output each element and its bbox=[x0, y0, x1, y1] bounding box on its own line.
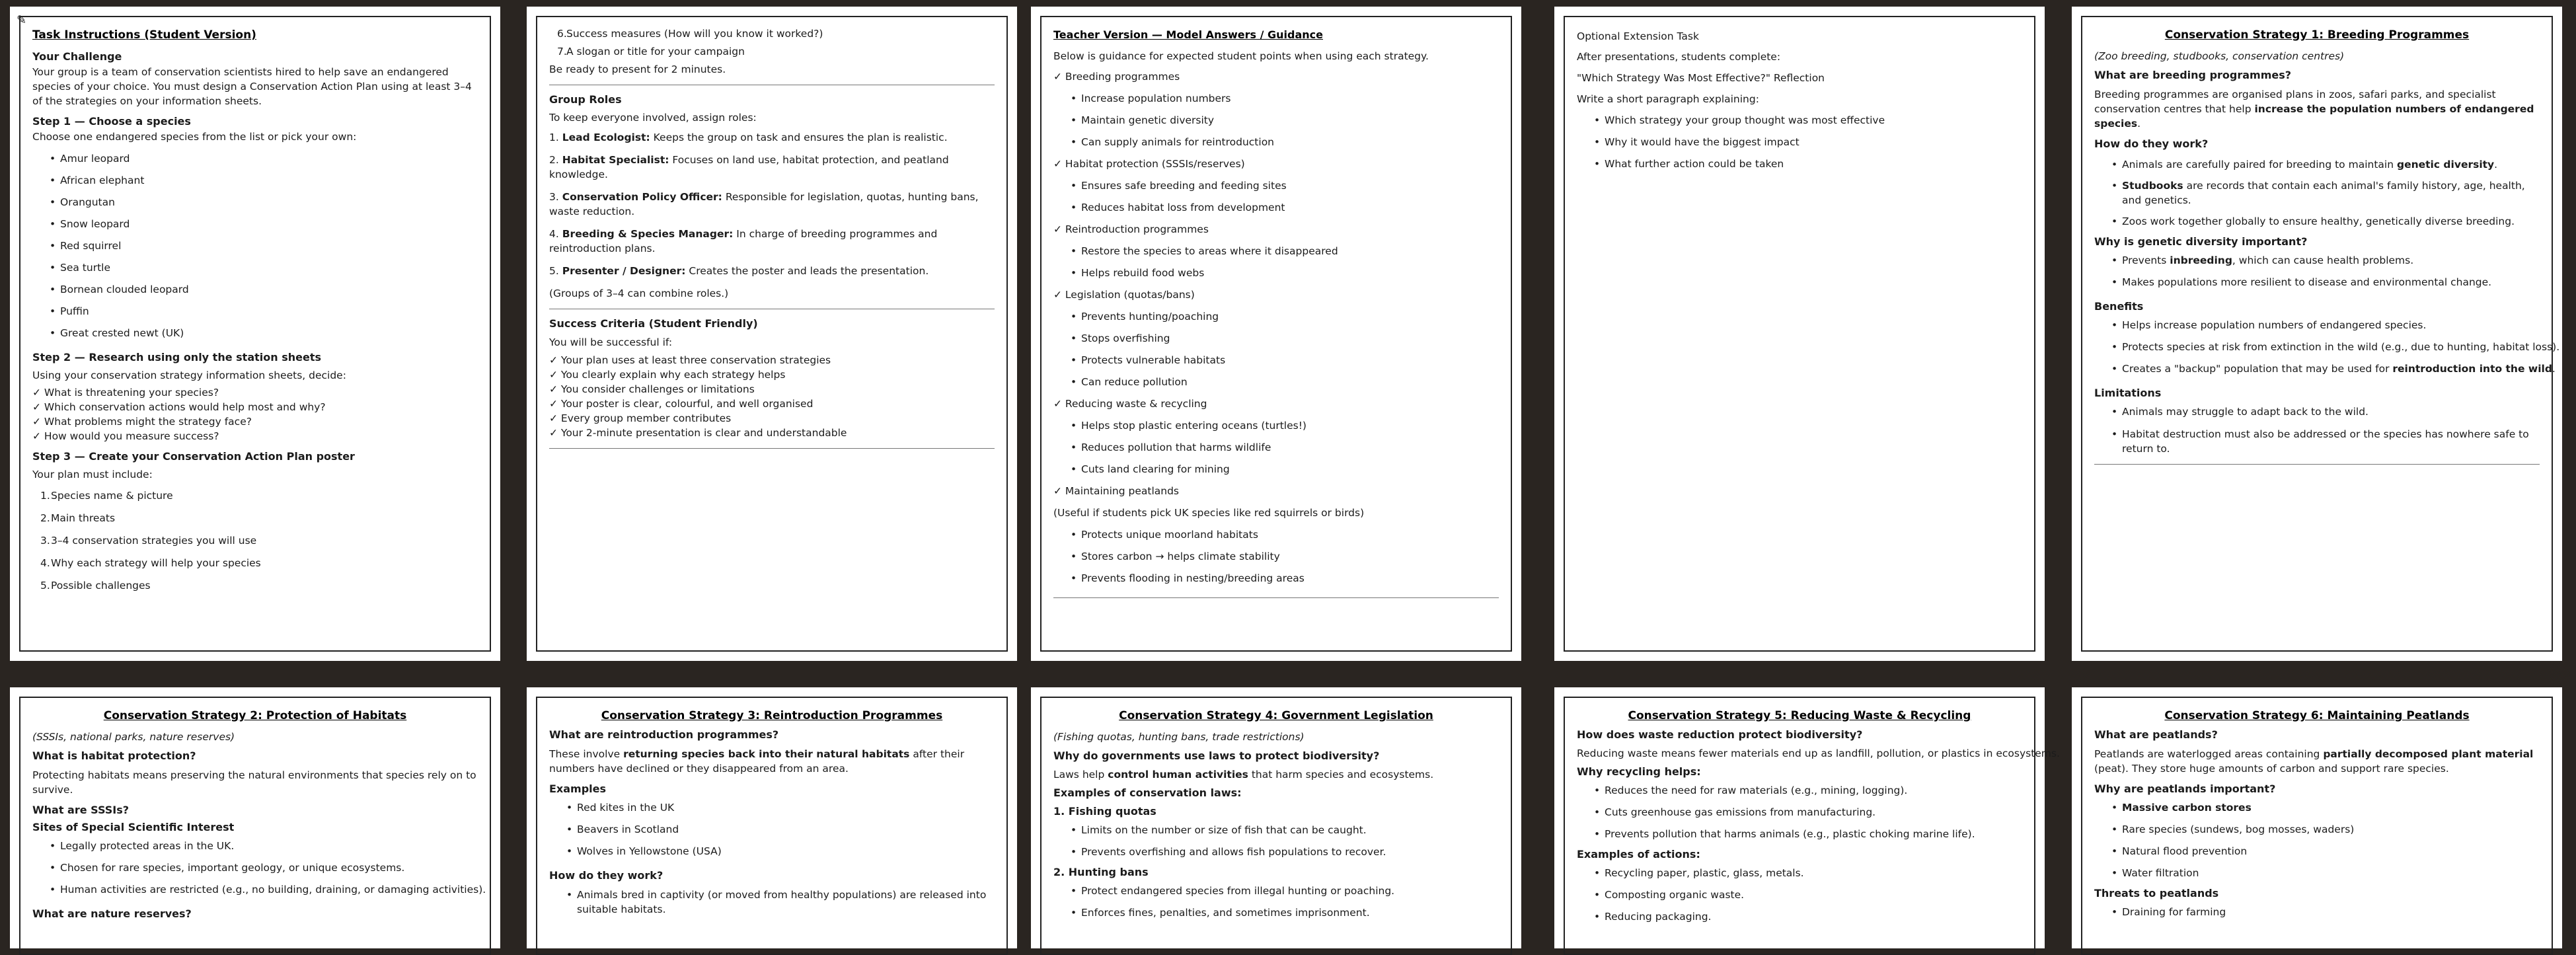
question: What are nature reserves? bbox=[32, 907, 192, 920]
list-item: • Protects species at risk from extinction in the wild (e.g., due to hunting, habitat loss). bbox=[2094, 336, 2540, 358]
list-item: • Helps stop plastic entering oceans (turtles!) bbox=[1053, 415, 1499, 437]
heading: 1. Fishing quotas bbox=[1053, 805, 1156, 818]
paragraph: (Groups of 3–4 can combine roles.) bbox=[549, 287, 729, 299]
question: What are SSSIs? bbox=[32, 804, 130, 816]
subtitle: (Fishing quotas, hunting bans, trade restrictions) bbox=[1053, 731, 1305, 743]
page-strategy-3 bbox=[527, 687, 1017, 948]
list-item: • Orangutan bbox=[32, 192, 478, 213]
page-teacher-guidance bbox=[1031, 7, 1521, 661]
list-item: • Can supply animals for reintroduction bbox=[1053, 132, 1499, 153]
list-item: • African elephant bbox=[32, 170, 478, 192]
list-item: • Habitat destruction must also be addressed or the species has nowhere safe to return to. bbox=[2094, 427, 2540, 456]
list-item: • Puffin bbox=[32, 301, 478, 323]
heading: Sites of Special Scientific Interest bbox=[32, 821, 235, 833]
list-item: • Snow leopard bbox=[32, 213, 478, 235]
heading: Step 1 — Choose a species bbox=[32, 115, 191, 128]
paragraph: Below is guidance for expected student points when using each strategy. bbox=[1053, 50, 1429, 62]
list-item: • Reducing packaging. bbox=[1577, 906, 2022, 928]
paragraph: After presentations, students complete: bbox=[1577, 51, 1781, 63]
paragraph: Protecting habitats means preserving the natural environments that species rely on to survive. bbox=[32, 769, 476, 796]
list-item: • Can reduce pollution bbox=[1053, 371, 1499, 393]
list-item: • Helps rebuild food webs bbox=[1053, 262, 1499, 284]
list-item: • Cuts land clearing for mining bbox=[1053, 459, 1499, 480]
list-item: • Stores carbon → helps climate stability bbox=[1053, 546, 1499, 568]
heading: Success Criteria (Student Friendly) bbox=[549, 317, 758, 330]
list-item: • Prevents flooding in nesting/breeding areas bbox=[1053, 568, 1499, 590]
list-item: • Reduces habitat loss from development bbox=[1053, 197, 1499, 219]
list-item: • Sea turtle bbox=[32, 257, 478, 279]
heading: 2. Hunting bans bbox=[1053, 866, 1149, 878]
role-item: 5. Presenter / Designer: Creates the poster and leads the presentation. bbox=[549, 265, 929, 277]
question: How do they work? bbox=[2094, 137, 2209, 150]
tick-item: ✓ Your plan uses at least three conservation strategies bbox=[549, 354, 831, 366]
tick-item: ✓ Your 2-minute presentation is clear and understandable bbox=[549, 427, 847, 439]
list-item: • Animals may struggle to adapt back to the wild. bbox=[2094, 401, 2540, 423]
list-item: • Animals are carefully paired for breeding to maintain genetic diversity. bbox=[2094, 157, 2540, 172]
page-strategy-2 bbox=[10, 687, 500, 948]
list-item: • Limits on the number or size of fish that can be caught. bbox=[1053, 820, 1499, 841]
numbered-item: 6. Success measures (How will you know it worked?) bbox=[557, 28, 823, 40]
question: What are reintroduction programmes? bbox=[549, 728, 779, 741]
list-item: • Red kites in the UK bbox=[549, 797, 995, 819]
tick-item: ✓ Which conservation actions would help most and why? bbox=[32, 401, 326, 413]
list-item: • Zoos work together globally to ensure healthy, genetically diverse breeding. bbox=[2094, 214, 2540, 229]
role-item: 2. Habitat Specialist: Focuses on land use, habitat protection, and peatland knowledge. bbox=[549, 154, 949, 180]
paragraph: Your plan must include: bbox=[32, 469, 153, 480]
page-strategy-1 bbox=[2072, 7, 2562, 661]
question: Why is genetic diversity important? bbox=[2094, 235, 2308, 248]
question: Why recycling helps: bbox=[1577, 765, 1701, 778]
numbered-item: 3. 3–4 conservation strategies you will use bbox=[40, 535, 257, 547]
list-item: • Makes populations more resilient to disease and environmental change. bbox=[2094, 272, 2540, 293]
divider bbox=[2094, 464, 2540, 465]
role-item: 1. Lead Ecologist: Keeps the group on task and ensures the plan is realistic. bbox=[549, 132, 948, 143]
page-title: Conservation Strategy 1: Breeding Programmes bbox=[2164, 28, 2470, 42]
list-item: • Cuts greenhouse gas emissions from manufacturing. bbox=[1577, 802, 2022, 823]
list-item: • Draining for farming bbox=[2094, 901, 2540, 923]
tick-heading: ✓ Reintroduction programmes bbox=[1053, 223, 1209, 235]
paragraph: Reducing waste means fewer materials end up as landfill, pollution, or plastics in ecosystems. bbox=[1577, 747, 2060, 759]
tick-heading: ✓ Habitat protection (SSSIs/reserves) bbox=[1053, 158, 1245, 170]
list-item: • Stops overfishing bbox=[1053, 328, 1499, 350]
list-item: • Prevents pollution that harms animals (e.g., plastic choking marine life). bbox=[1577, 823, 2022, 845]
list-item: • Studbooks are records that contain each animal's family history, age, health, and genetics. bbox=[2094, 178, 2540, 208]
heading: Your Challenge bbox=[32, 50, 122, 63]
list-item: • Reduces the need for raw materials (e.g., mining, logging). bbox=[1577, 780, 2022, 802]
list-item: • Protects unique moorland habitats bbox=[1053, 524, 1499, 546]
list-item: • Chosen for rare species, important geology, or unique ecosystems. bbox=[32, 857, 478, 879]
list-item: • Why it would have the biggest impact bbox=[1577, 132, 2022, 153]
divider bbox=[549, 448, 995, 449]
question: Why are peatlands important? bbox=[2094, 783, 2276, 795]
tick-item: ✓ You clearly explain why each strategy helps bbox=[549, 369, 786, 381]
tick-heading: ✓ Breeding programmes bbox=[1053, 71, 1180, 83]
heading: Benefits bbox=[2094, 300, 2144, 313]
paragraph: Write a short paragraph explaining: bbox=[1577, 93, 1759, 105]
numbered-item: 1. Species name & picture bbox=[40, 490, 173, 502]
tick-heading: ✓ Maintaining peatlands bbox=[1053, 485, 1180, 497]
numbered-item: 5. Possible challenges bbox=[40, 580, 151, 592]
page-title: Conservation Strategy 4: Government Legislation bbox=[1119, 709, 1433, 722]
heading: Step 3 — Create your Conservation Action Plan poster bbox=[32, 450, 355, 463]
question: What are peatlands? bbox=[2094, 728, 2218, 741]
list-item: • Recycling paper, plastic, glass, metals. bbox=[1577, 862, 2022, 884]
paragraph: Laws help control human activities that harm species and ecosystems. bbox=[1053, 769, 1434, 781]
list-item: • Protect endangered species from illegal hunting or poaching. bbox=[1053, 880, 1499, 902]
paragraph: Be ready to present for 2 minutes. bbox=[549, 63, 726, 75]
list-item: • Wolves in Yellowstone (USA) bbox=[549, 841, 995, 862]
heading: Examples of actions: bbox=[1577, 848, 1700, 860]
list-item: • Massive carbon stores bbox=[2094, 797, 2540, 819]
page-task-instructions bbox=[10, 7, 500, 661]
numbered-item: 7. A slogan or title for your campaign bbox=[557, 46, 745, 57]
paragraph: "Which Strategy Was Most Effective?" Reflection bbox=[1577, 72, 1825, 84]
question: What are breeding programmes? bbox=[2094, 69, 2292, 81]
page-strategy-4 bbox=[1031, 687, 1521, 948]
question: Why do governments use laws to protect biodiversity? bbox=[1053, 749, 1380, 762]
list-item: • Increase population numbers bbox=[1053, 88, 1499, 110]
list-item: • What further action could be taken bbox=[1577, 153, 2022, 175]
question: What is habitat protection? bbox=[32, 749, 196, 762]
list-item: • Water filtration bbox=[2094, 862, 2540, 884]
divider bbox=[1053, 597, 1499, 598]
list-item: • Ensures safe breeding and feeding sites bbox=[1053, 175, 1499, 197]
page-title: Conservation Strategy 5: Reducing Waste & Recycling bbox=[1628, 709, 1971, 722]
tick-item: ✓ You consider challenges or limitations bbox=[549, 383, 755, 395]
role-item: 4. Breeding & Species Manager: In charge of breeding programmes and reintroduction plans. bbox=[549, 228, 938, 254]
tick-heading: ✓ Reducing waste & recycling bbox=[1053, 398, 1207, 410]
list-item: • Creates a "backup" population that may be used for reintroduction into the wild. bbox=[2094, 358, 2540, 380]
page-title: Conservation Strategy 2: Protection of Habitats bbox=[103, 709, 407, 722]
list-item: • Beavers in Scotland bbox=[549, 819, 995, 841]
list-item: • Reduces pollution that harms wildlife bbox=[1053, 437, 1499, 459]
tick-heading: ✓ Legislation (quotas/bans) bbox=[1053, 289, 1195, 301]
list-item: • Helps increase population numbers of endangered species. bbox=[2094, 315, 2540, 336]
list-item: • Amur leopard bbox=[32, 148, 478, 170]
page-strategy-6 bbox=[2072, 687, 2562, 948]
list-item: • Great crested newt (UK) bbox=[32, 323, 478, 344]
page-title: Conservation Strategy 6: Maintaining Peatlands bbox=[2164, 709, 2470, 722]
heading: Group Roles bbox=[549, 93, 622, 106]
paragraph: You will be successful if: bbox=[549, 336, 673, 348]
paragraph: To keep everyone involved, assign roles: bbox=[549, 112, 757, 124]
subtitle: (SSSIs, national parks, nature reserves) bbox=[32, 731, 235, 743]
list-item: • Prevents hunting/poaching bbox=[1053, 306, 1499, 328]
tick-item: ✓ Your poster is clear, colourful, and well organised bbox=[549, 398, 814, 410]
list-item: • Composting organic waste. bbox=[1577, 884, 2022, 906]
list-item: • Protects vulnerable habitats bbox=[1053, 350, 1499, 371]
numbered-item: 2. Main threats bbox=[40, 512, 116, 524]
page-title: Teacher Version — Model Answers / Guidance bbox=[1053, 28, 1323, 41]
role-item: 3. Conservation Policy Officer: Responsible for legislation, quotas, hunting bans, waste reduction. bbox=[549, 191, 979, 217]
question: How do they work? bbox=[549, 869, 663, 882]
subtitle: (Zoo breeding, studbooks, conservation centres) bbox=[2094, 50, 2345, 62]
list-item: • Which strategy your group thought was most effective bbox=[1577, 110, 2022, 132]
heading: Threats to peatlands bbox=[2094, 887, 2219, 899]
numbered-item: 4. Why each strategy will help your species bbox=[40, 557, 261, 569]
tick-item: ✓ What problems might the strategy face? bbox=[32, 416, 252, 428]
list-item: • Legally protected areas in the UK. bbox=[32, 835, 478, 857]
page-title: Optional Extension Task bbox=[1577, 30, 1699, 42]
heading: Limitations bbox=[2094, 387, 2162, 399]
tick-item: ✓ How would you measure success? bbox=[32, 430, 219, 442]
list-item: • Red squirrel bbox=[32, 235, 478, 257]
heading: Examples bbox=[549, 783, 607, 795]
page-strategy-5 bbox=[1554, 687, 2060, 948]
paragraph: Using your conservation strategy information sheets, decide: bbox=[32, 369, 346, 381]
heading: Step 2 — Research using only the station sheets bbox=[32, 351, 321, 363]
paragraph: Breeding programmes are organised plans in zoos, safari parks, and specialist conservation centres that help increase the population numbers of endangered species. bbox=[2094, 89, 2534, 130]
page-title: Conservation Strategy 3: Reintroduction Programmes bbox=[601, 709, 943, 722]
list-item: • Natural flood prevention bbox=[2094, 841, 2540, 862]
tick-item: ✓ What is threatening your species? bbox=[32, 387, 219, 399]
paragraph: Peatlands are waterlogged areas containing partially decomposed plant material (peat). They store huge amounts of carbon and support rare species. bbox=[2094, 748, 2534, 775]
list-item: • Rare species (sundews, bog mosses, waders) bbox=[2094, 819, 2540, 841]
paragraph: (Useful if students pick UK species like red squirrels or birds) bbox=[1053, 507, 1365, 519]
page-title: Task Instructions (Student Version) bbox=[32, 28, 256, 42]
list-item: • Enforces fines, penalties, and sometimes imprisonment. bbox=[1053, 902, 1499, 924]
list-item: • Human activities are restricted (e.g., no building, draining, or damaging activities). bbox=[32, 879, 478, 901]
page-group-roles bbox=[527, 7, 1017, 661]
heading: Examples of conservation laws: bbox=[1053, 786, 1242, 799]
list-item: • Prevents inbreeding, which can cause health problems. bbox=[2094, 250, 2540, 272]
paragraph: Your group is a team of conservation scientists hired to help save an endangered species of your choice. You must design a Conservation Action Plan using at least 3–4 of the strategies on your information sheets. bbox=[32, 66, 472, 107]
question: How does waste reduction protect biodiversity? bbox=[1577, 728, 1863, 741]
list-item: • Bornean clouded leopard bbox=[32, 279, 478, 301]
list-item: • Animals bred in captivity (or moved from healthy populations) are released into suitable habitats. bbox=[549, 888, 995, 917]
tick-item: ✓ Every group member contributes bbox=[549, 412, 732, 424]
list-item: • Prevents overfishing and allows fish populations to recover. bbox=[1053, 841, 1499, 863]
paragraph: Choose one endangered species from the list or pick your own: bbox=[32, 131, 357, 143]
list-item: • Maintain genetic diversity bbox=[1053, 110, 1499, 132]
pencil-icon: ✎ bbox=[17, 13, 27, 27]
page-extension-task bbox=[1554, 7, 2045, 661]
paragraph: These involve returning species back into their natural habitats after their numbers have declined or they disappeared from an area. bbox=[549, 748, 965, 775]
list-item: • Restore the species to areas where it disappeared bbox=[1053, 241, 1499, 262]
